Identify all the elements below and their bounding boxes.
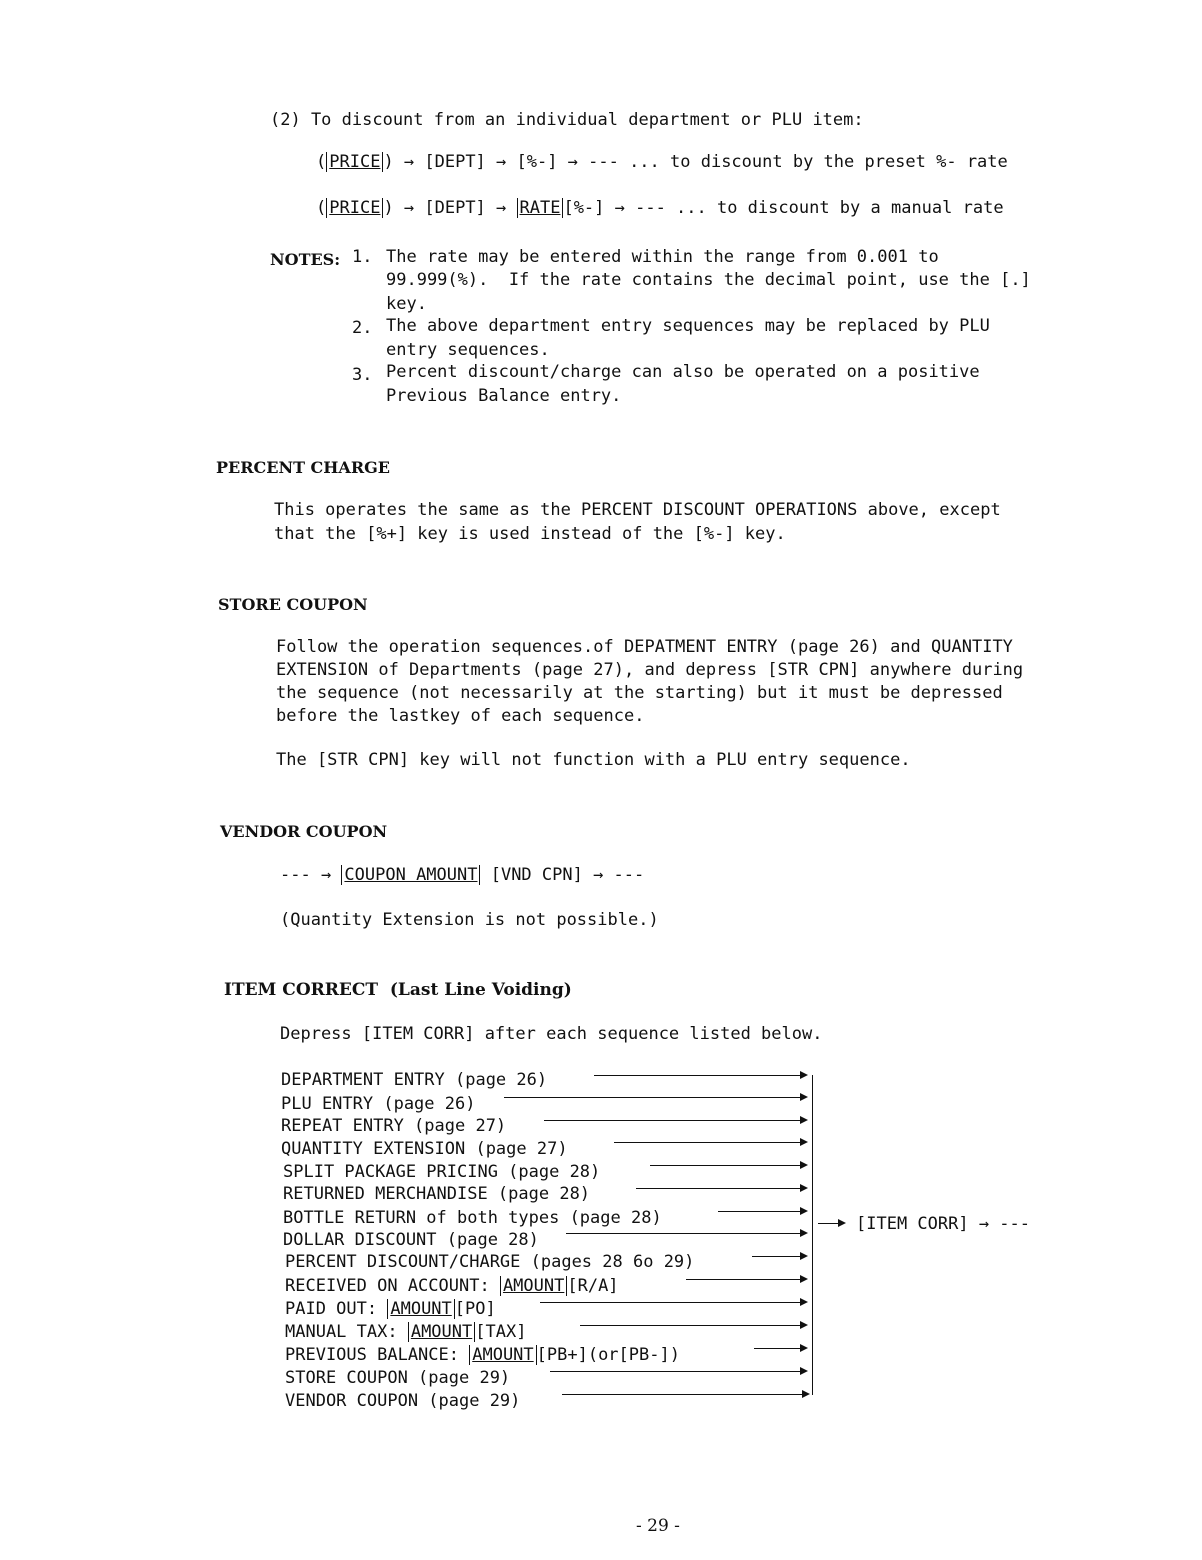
store-coupon-note: The [STR CPN] key will not function with a PLU entry sequence.: [276, 750, 911, 770]
note-3-number: 3.: [352, 365, 373, 385]
store-coupon-line-3: the sequence (not necessarily at the starting) but it must be depressed: [276, 683, 1003, 703]
arrow-line: [650, 1165, 806, 1166]
note-3-line-1: Percent discount/charge can also be operated on a positive: [386, 362, 980, 382]
arrow-line: [718, 1211, 806, 1212]
store-coupon-line-2: EXTENSION of Departments (page 27), and depress [STR CPN] anywhere during: [276, 660, 1024, 680]
discount-sequence-preset: ( PRICE ) → [DEPT] → [%-] → --- ... to discount by the preset %- rate: [316, 152, 1008, 172]
item-correct-entry-repeat: REPEAT ENTRY (page 27): [281, 1116, 507, 1136]
note-1-line-1: The rate may be entered within the range from 0.001 to: [386, 247, 939, 267]
item-correct-entry-previous-balance: PREVIOUS BALANCE: AMOUNT [PB+](or[PB-]): [285, 1345, 680, 1365]
item-correct-entry-dollar: DOLLAR DISCOUNT (page 28): [283, 1230, 539, 1250]
item-correct-entry-returned: RETURNED MERCHANDISE (page 28): [283, 1184, 591, 1204]
item-correct-entry-plu: PLU ENTRY (page 26): [281, 1094, 476, 1114]
item-correct-entry-bottle: BOTTLE RETURN of both types (page 28): [283, 1208, 662, 1228]
vendor-coupon-note: (Quantity Extension is not possible.): [280, 910, 659, 930]
percent-charge-line-2: that the [%+] key is used instead of the [%-] key.: [274, 524, 786, 544]
price-key: PRICE: [326, 152, 383, 172]
note-2-line-1: The above department entry sequences may be replaced by PLU: [386, 316, 990, 336]
note-2-line-2: entry sequences.: [386, 340, 550, 360]
arrow-line: [580, 1325, 806, 1326]
item-correct-entry-store-coupon: STORE COUPON (page 29): [285, 1368, 511, 1388]
amount-key: AMOUNT: [469, 1345, 536, 1365]
store-coupon-line-1: Follow the operation sequences.of DEPATMENT ENTRY (page 26) and QUANTITY: [276, 637, 1013, 657]
arrow-line: [614, 1142, 806, 1143]
vendor-coupon-sequence: --- → COUPON AMOUNT [VND CPN] → ---: [280, 865, 645, 885]
price-key: PRICE: [326, 198, 383, 218]
note-3-line-2: Previous Balance entry.: [386, 386, 622, 406]
amount-key: AMOUNT: [500, 1276, 567, 1296]
note-2-number: 2.: [352, 318, 373, 338]
item-correct-intro: Depress [ITEM CORR] after each sequence listed below.: [280, 1024, 823, 1044]
arrow-line: [540, 1302, 806, 1303]
rate-key: RATE: [517, 198, 564, 218]
item-correct-entry-paid-out: PAID OUT: AMOUNT [PO]: [285, 1299, 496, 1319]
store-coupon-line-4: before the lastkey of each sequence.: [276, 706, 645, 726]
arrow-line: [686, 1279, 806, 1280]
arrow-line: [594, 1075, 806, 1076]
arrow-line: [566, 1233, 806, 1234]
item-correct-entry-manual-tax: MANUAL TAX: AMOUNT [TAX]: [285, 1322, 527, 1342]
arrow-line: [562, 1394, 808, 1395]
item-correct-entry-split: SPLIT PACKAGE PRICING (page 28): [283, 1162, 601, 1182]
result-arrow: [818, 1223, 844, 1224]
bracket-line: [812, 1075, 813, 1395]
arrow-line: [636, 1188, 806, 1189]
note-1-line-2: 99.999(%). If the rate contains the decimal point, use the [.]: [386, 270, 1031, 290]
amount-key: AMOUNT: [408, 1322, 475, 1342]
note-1-line-3: key.: [386, 294, 427, 314]
arrow-line: [550, 1371, 806, 1372]
discount-intro: (2) To discount from an individual department or PLU item:: [270, 110, 864, 130]
arrow-line: [754, 1348, 806, 1349]
item-corr-result: [ITEM CORR] → ---: [856, 1214, 1030, 1234]
item-correct-heading: ITEM CORRECT (Last Line Voiding): [224, 980, 572, 1000]
item-correct-entry-department: DEPARTMENT ENTRY (page 26): [281, 1070, 548, 1090]
arrow-line: [752, 1256, 806, 1257]
arrow-line: [544, 1120, 806, 1121]
percent-charge-line-1: This operates the same as the PERCENT DISCOUNT OPERATIONS above, except: [274, 500, 1001, 520]
item-correct-entry-vendor-coupon: VENDOR COUPON (page 29): [285, 1391, 521, 1411]
arrow-line: [504, 1097, 806, 1098]
item-correct-entry-quantity: QUANTITY EXTENSION (page 27): [281, 1139, 568, 1159]
discount-sequence-manual: ( PRICE ) → [DEPT] → RATE [%-] → --- ... to discount by a manual rate: [316, 198, 1004, 218]
item-correct-entry-received: RECEIVED ON ACCOUNT: AMOUNT [R/A]: [285, 1276, 619, 1296]
coupon-amount-key: COUPON AMOUNT: [341, 865, 480, 885]
notes-label: NOTES:: [270, 250, 341, 269]
store-coupon-heading: STORE COUPON: [218, 595, 368, 614]
item-correct-entry-percent: PERCENT DISCOUNT/CHARGE (pages 28 6o 29): [285, 1252, 695, 1272]
amount-key: AMOUNT: [387, 1299, 454, 1319]
percent-charge-heading: PERCENT CHARGE: [216, 458, 390, 477]
page-number: - 29 -: [636, 1516, 680, 1536]
vendor-coupon-heading: VENDOR COUPON: [220, 822, 388, 841]
note-1-number: 1.: [352, 247, 373, 267]
